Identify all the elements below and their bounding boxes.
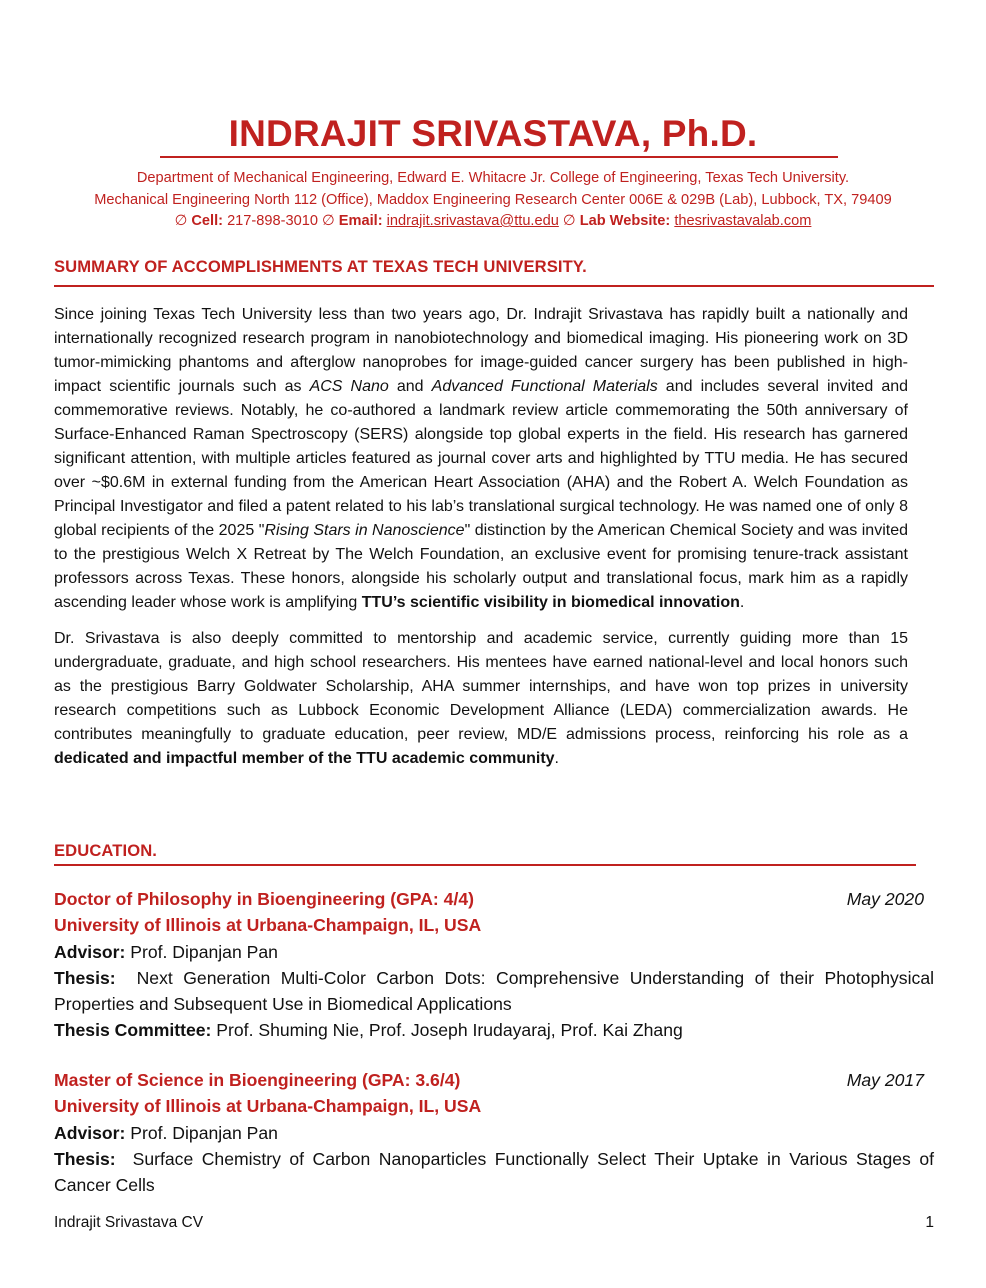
email-label: Email: bbox=[338, 213, 383, 229]
degree-date: May 2020 bbox=[846, 889, 924, 909]
affiliation-line-1: Department of Mechanical Engineering, Edward E. Whitacre Jr. College of Engineering, Texas Tech University. bbox=[136, 170, 850, 186]
title-underline bbox=[160, 156, 838, 158]
name-block bbox=[0, 112, 986, 156]
page-title: INDRAJIT SRIVASTAVA, Ph.D. bbox=[228, 113, 758, 154]
email-link[interactable]: indrajit.srivastava@ttu.edu bbox=[386, 213, 559, 229]
separator-icon: ∅ bbox=[562, 213, 576, 229]
summary-rule bbox=[54, 285, 934, 287]
footer-label: Indrajit Srivastava CV bbox=[54, 1214, 204, 1231]
summary-text bbox=[54, 303, 908, 771]
school-name: University of Illinois at Urbana-Champaign, IL, USA bbox=[54, 1096, 482, 1117]
advisor-line: Advisor: Prof. Dipanjan Pan bbox=[54, 1122, 278, 1143]
cell-value: 217-898-3010 bbox=[227, 213, 318, 229]
contact-line bbox=[0, 211, 986, 233]
degree-title: Doctor of Philosophy in Bioengineering (GPA: 4/4) bbox=[54, 889, 474, 909]
thesis-line: Thesis: Surface Chemistry of Carbon Nanoparticles Functionally Select Their Uptake in Various Stages of Cancer Cells bbox=[54, 1148, 934, 1196]
lab-website-label: Lab Website: bbox=[579, 213, 671, 229]
education-entry-phd bbox=[54, 886, 935, 1044]
affiliation-line-2: Mechanical Engineering North 112 (Office), Maddox Engineering Research Center 006E & 029B (Lab), Lubbock, TX, 79409 bbox=[94, 191, 892, 208]
advisor-line: Advisor: Prof. Dipanjan Pan bbox=[54, 941, 278, 962]
school-name: University of Illinois at Urbana-Champaign, IL, USA bbox=[54, 915, 482, 936]
committee-line: Thesis Committee: Prof. Shuming Nie, Prof. Joseph Irudayaraj, Prof. Kai Zhang bbox=[54, 1020, 683, 1041]
cell-label: Cell: bbox=[191, 213, 223, 229]
contact-block bbox=[0, 168, 986, 233]
thesis-line: Thesis: Next Generation Multi-Color Carbon Dots: Comprehensive Understanding of their Photophysical Properties and Subsequent Use in Biomedical Applications bbox=[54, 967, 935, 1015]
education-heading: EDUCATION. bbox=[54, 841, 158, 860]
lab-website-link[interactable]: thesrivastavalab.com bbox=[674, 213, 812, 229]
education-entry-ms bbox=[54, 1067, 934, 1198]
degree-date: May 2017 bbox=[846, 1070, 924, 1090]
degree-title: Master of Science in Bioengineering (GPA: 3.6/4) bbox=[54, 1070, 461, 1090]
page-number: 1 bbox=[925, 1214, 934, 1231]
separator-icon: ∅ bbox=[174, 213, 188, 229]
education-rule bbox=[54, 864, 916, 866]
summary-paragraph-2: Dr. Srivastava is also deeply committed to mentorship and academic service, currently guiding more than 15 undergraduate, graduate, and high school researchers. His mentees have earned national-level and local honors such as the prestigious Barry Goldwater Scholarship, AHA summer internships, and have won top prizes in university research competitions such as Lubbock Economic Development Alliance (LEDA) commercialization awards. He contributes meaningfully to graduate education, peer review, MD/E admissions process, reinforcing his role as a dedicated and impactful member of the TTU academic community. bbox=[54, 630, 908, 767]
separator-icon: ∅ bbox=[322, 213, 335, 229]
summary-paragraph-1: Since joining Texas Tech University less than two years ago, Dr. Indrajit Srivastava has rapidly built a nationally and internationally recognized research program in nanobiotechnology and biomedical imaging. His pioneering work on 3D tumor-mimicking phantoms and afterglow nanoprobes for image-guided cancer surgery has been published in high-impact scientific journals such as ACS Nano and Advanced Functional Materials and includes several invited and commemorative reviews. Notably, he co-authored a landmark review article commemorating the 50th anniversary of Surface-Enhanced Raman Spectroscopy (SERS) alongside top global experts in the field. His research has garnered significant attention, with multiple articles featured as journal cover arts and highlighted by TTU media. He has secured over ~$0.6M in external funding from the American Heart Association (AHA) and the Robert A. Welch Foundation as Principal Investigator and filed a patent related to his lab’s translational surgical technology. He was named one of only 8 global recipients of the 2025 "Rising Stars in Nanoscience" distinction by the American Chemical Society and was invited to the prestigious Welch X Retreat by The Welch Foundation, an exclusive event for promising tenure-track assistant professors across Texas. These honors, alongside his scholarly output and translational focus, mark him as a rapidly ascending leader whose work is amplifying TTU’s scientific visibility in biomedical innovation. bbox=[54, 306, 909, 611]
summary-heading: SUMMARY OF ACCOMPLISHMENTS AT TEXAS TECH UNIVERSITY. bbox=[54, 257, 587, 276]
